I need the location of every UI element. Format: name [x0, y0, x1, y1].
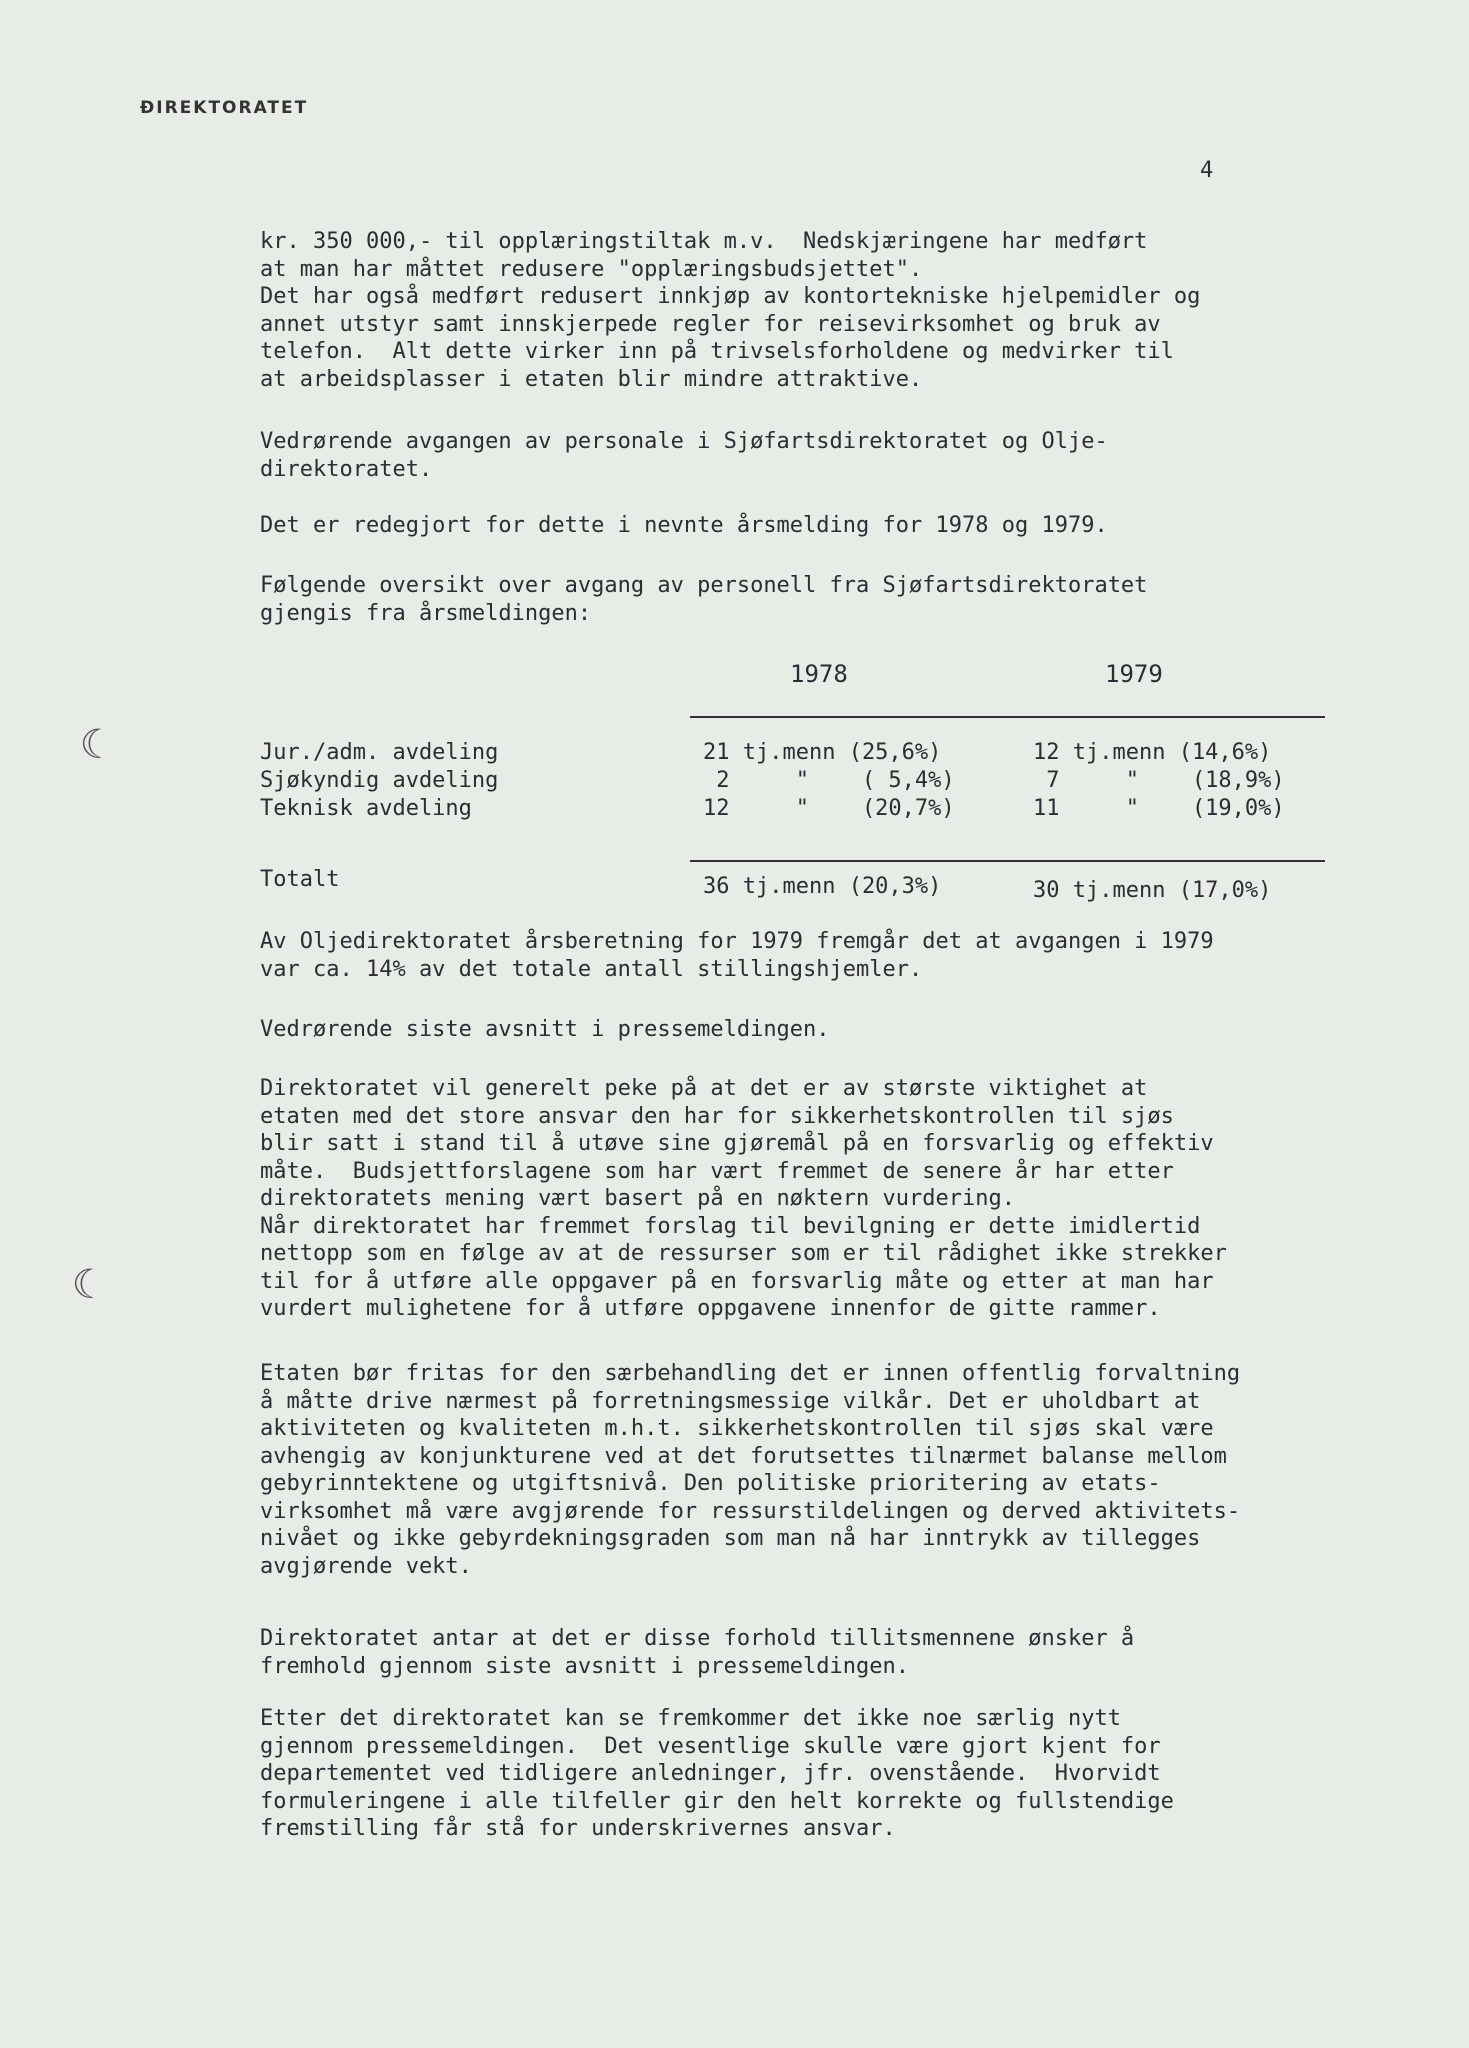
margin-ink-mark: ☾ — [72, 1262, 97, 1308]
paragraph-5: Av Oljedirektoratet årsberetning for 1979 fremgår det at avgangen i 1979 var ca. 14% av det totale antall stillingshjemler. — [260, 929, 1214, 982]
table-row-value-1979: 11 " (19,0%) — [1033, 796, 1285, 821]
table-row-value-1978: 21 tj.menn (25,6%) — [703, 740, 942, 765]
table-row-value-1979: 12 tj.menn (14,6%) — [1033, 740, 1272, 765]
table-year-1978: 1978 — [790, 660, 848, 688]
table-row-label: Sjøkyndig avdeling — [260, 768, 499, 793]
margin-ink-mark: ☾ — [80, 722, 105, 768]
table-row-value-1978: 2 " ( 5,4%) — [703, 768, 955, 793]
paragraph-8: Etaten bør fritas for den særbehandling det er innen offentlig forvaltning å måtte drive nærmest på forretningsmessige vilkår. Det er uholdbart at aktiviteten og kvaliteten m.h.t. sikkerhetskontrollen til sjøs skal være avhengig av konjunkturene ved at det forutsettes tilnærmet balanse mellom gebyrinntektene og utgiftsnivå. Den politiske prioritering av etats- virksomhet må være avgjørende for ressurstildelingen og derved aktivitets- nivået og ikke gebyrdekningsgraden som man nå har inntrykk av tillegges avgjørende vekt. — [260, 1361, 1241, 1579]
table-total-1979: 30 tj.menn (17,0%) — [1033, 878, 1272, 903]
letterhead: ÐIREKTORATET — [140, 98, 309, 118]
paragraph-9: Direktoratet antar at det er disse forhold tillitsmennene ønsker å fremhold gjennom siste avsnitt i pressemeldingen. — [260, 1626, 1135, 1679]
table-row-value-1979: 7 " (18,9%) — [1033, 768, 1285, 793]
table-bottom-rule — [690, 860, 1325, 862]
paragraph-10: Etter det direktoratet kan se fremkommer det ikke noe særlig nytt gjennom pressemeldingen. Det vesentlige skulle være gjort kjent for departementet ved tidligere anledninger, jfr. ovenstående. Hvorvidt formuleringene i alle tilfeller gir den helt korrekte og fullstendige fremstilling får stå for underskrivernes ansvar. — [260, 1706, 1174, 1841]
paragraph-6: Vedrørende siste avsnitt i pressemeldingen. — [260, 1017, 830, 1042]
table-top-rule — [690, 716, 1325, 718]
table-total-label: Totalt — [260, 867, 340, 892]
paragraph-7: Direktoratet vil generelt peke på at det er av største viktighet at etaten med det store ansvar den har for sikkerhetskontrollen til sjøs blir satt i stand til å utøve sine gjøremål på en forsvarlig og effektiv måte. Budsjettforslagene som har vært fremmet de senere år har etter direktoratets mening vært basert på en nøktern vurdering. Når direktoratet har fremmet forslag til bevilgning er dette imidlertid nettopp som en følge av at de ressurser som er til rådighet ikke strekker til for å utføre alle oppgaver på en forsvarlig måte og etter at man har vurdert mulighetene for å utføre oppgavene innenfor de gitte rammer. — [260, 1076, 1227, 1321]
table-row-label: Teknisk avdeling — [260, 796, 472, 821]
paragraph-4: Følgende oversikt over avgang av personell fra Sjøfartsdirektoratet gjengis fra årsmeldingen: — [260, 573, 1148, 626]
paragraph-3: Det er redegjort for dette i nevnte årsmelding for 1978 og 1979. — [260, 513, 1108, 538]
paragraph-1: kr. 350 000,- til opplæringstiltak m.v. Nedskjæringene har medført at man har måttet redusere "opplæringsbudsjettet". Det har også medført redusert innkjøp av kontortekniske hjelpemidler og annet utstyr samt innskjerpede regler for reisevirksomhet og bruk av telefon. Alt dette virker inn på trivselsforholdene og medvirker til at arbeidsplasser i etaten blir mindre attraktive. — [260, 229, 1201, 392]
paragraph-2: Vedrørende avgangen av personale i Sjøfartsdirektoratet og Olje- direktoratet. — [260, 429, 1108, 482]
table-row-label: Jur./adm. avdeling — [260, 740, 499, 765]
table-row-value-1978: 12 " (20,7%) — [703, 796, 955, 821]
table-year-1979: 1979 — [1105, 660, 1163, 688]
page-number: 4 — [1200, 158, 1214, 183]
table-total-1978: 36 tj.menn (20,3%) — [703, 874, 942, 899]
